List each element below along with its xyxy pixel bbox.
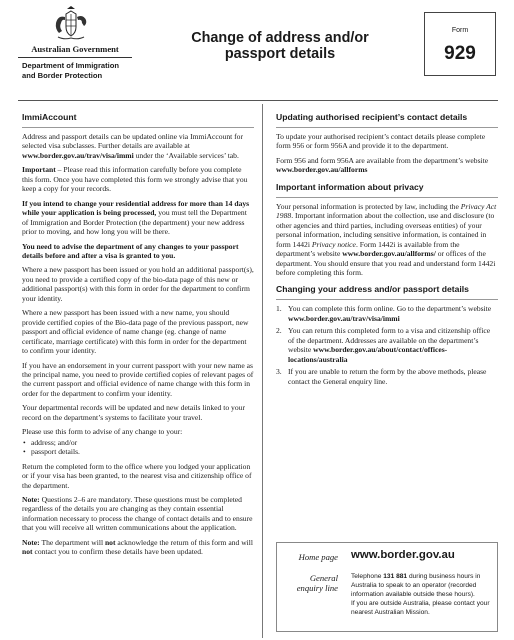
note <box>22 495 254 533</box>
link-text: www.border.gov.au/trav/visa/immi <box>22 150 134 160</box>
paragraph: Please use this form to advise of any change to your: <box>22 427 183 437</box>
paragraph: Your departmental records will be updated and new details linked to your record on the department’s systems to facilitate your travel. <box>22 403 245 422</box>
text: Your personal information is protected by law, including the <box>276 201 461 211</box>
text: . Important information about the collection, use and disclosure (to other agencies and third parties, including overseas entities) of your personal information, including sensitive information, is contained in form 1442i <box>276 211 495 249</box>
heading-rule <box>276 299 498 300</box>
item-number: 3. <box>276 367 282 377</box>
text: You can complete this form online. Go to the department’s website <box>288 304 492 314</box>
form-label: Form <box>451 27 469 34</box>
list-item: • address; and/or <box>22 438 254 447</box>
text: Questions 2–6 are mandatory. These questions must be completed regardless of the details you are changing as they contain essential information necessary to process the change of contact details and to ensure that you will receive all written communications about the application. <box>22 494 253 533</box>
form-number-box <box>424 12 496 76</box>
header-divider <box>18 57 132 58</box>
text: contact you to confirm these details have been updated. <box>32 547 203 557</box>
paragraph: Return the completed form to the office where you lodged your application or if your visa has been granted, to the nearest visa and citizenship office of the department. <box>22 461 252 490</box>
page-title <box>180 30 380 62</box>
link-text: www.border.gov.au/trav/visa/immi <box>288 313 400 323</box>
form-header <box>0 0 514 104</box>
title-line: passport details <box>224 46 336 62</box>
column-divider <box>262 104 263 638</box>
government-name: Australian Government <box>31 44 119 54</box>
section-heading: Changing your address and/or passport details <box>276 284 469 295</box>
telephone-info <box>351 573 495 600</box>
text: If you are unable to return the form by the above methods, please contact the General enquiry line. <box>288 367 487 386</box>
coat-of-arms-icon <box>52 5 90 43</box>
paragraph: To update your authorised recipient’s contact details please complete form 956 or form 956A and provide it to the department. <box>276 132 486 151</box>
note <box>22 538 254 557</box>
italic-text: Privacy Act 1988 <box>276 201 497 221</box>
home-page-label: Home page <box>298 552 338 562</box>
paragraph: If you have an endorsement in your current passport with your new name as the principal name, you need to provide certified copies of relevant pages of the current passport and official evidence of name change with this form in order for the department to confirm your identity. <box>22 360 254 398</box>
text: Telephone <box>351 573 384 580</box>
list-item: • passport details. <box>22 447 254 456</box>
phone-number: 131 881 <box>383 573 408 580</box>
bold-text: If you intend to change your residential address for more than 14 days while your application is being processed, <box>22 198 250 218</box>
contact-box <box>276 542 498 632</box>
text: Form 956 and form 956A are available from the department’s website <box>276 155 489 165</box>
text: or offices of the department. You should ensure that you read and understand form 1442i before completing this form. <box>276 249 496 277</box>
list-item <box>276 304 498 323</box>
department-line: and Border Protection <box>22 71 103 80</box>
paragraph <box>22 165 254 193</box>
bold-text: not <box>22 547 33 557</box>
change-list <box>22 438 254 457</box>
right-column <box>276 112 498 391</box>
italic-text: Privacy notice <box>311 239 356 249</box>
steps-list <box>276 304 498 386</box>
home-page-url: www.border.gov.au <box>351 549 455 561</box>
text: You can return this completed form to a visa and citizenship office of the department. Addresses are available on the department’s website <box>288 326 491 355</box>
heading-rule <box>276 197 498 198</box>
bold-text: not <box>104 537 116 547</box>
section-heading: Updating authorised recipient’s contact details <box>276 112 468 122</box>
heading-rule <box>22 127 254 128</box>
link-text: www.border.gov.au/about/contact/offices-locations/australia <box>288 345 448 364</box>
list-item <box>276 326 498 364</box>
paragraph: You need to advise the department of any changes to your passport details before and after a visa is granted to you. <box>22 241 239 260</box>
left-column <box>22 112 254 562</box>
title-line: Change of address and/or <box>191 30 369 46</box>
paragraph: Where a new passport has been issued or you hold an additional passport(s), you need to provide a certified copy of the bio-data page of this new or additional passport(s) with this form in order for the department to confirm your identity. <box>22 265 254 303</box>
enquiry-line-label <box>283 573 338 593</box>
text: under the ‘Available services’ tab. <box>133 150 239 160</box>
note-label: Note: <box>22 537 40 547</box>
paragraph <box>276 156 498 175</box>
link-text: www.border.gov.au/allforms/ <box>342 249 436 259</box>
section-heading: ImmiAccount <box>22 112 77 122</box>
label-line: General <box>309 573 338 583</box>
enquiry-details <box>351 573 495 618</box>
header-bottom-rule <box>18 100 498 101</box>
text: . Form 1442i is available from the department’s website <box>276 239 460 259</box>
text: The department will <box>39 537 105 547</box>
text: during business hours in Australia to speak to an operator (recorded information available outside these hours). <box>351 573 481 598</box>
text: – Please read this information carefully before you complete this form. Once you have completed this form we strongly advise that you keep a copy for your records. <box>22 165 248 194</box>
section-heading: Important information about privacy <box>276 181 424 192</box>
form-number: 929 <box>444 43 476 64</box>
link-text: www.border.gov.au/allforms <box>276 165 368 175</box>
text: Address and passport details can be updated online via ImmiAccount for selected visa subclasses. Further details are available at <box>22 132 244 151</box>
paragraph: Where a new passport has been issued with a new name, you should provide certified copies of the Bio-data page of the previous passport, new passport and official evidence of name change (eg. change of name certificate, marriage certificate) with this form in order for the department to confirm your identity. <box>22 308 249 356</box>
department-name <box>22 61 172 81</box>
important-label: Important <box>22 165 56 175</box>
list-item <box>276 367 498 386</box>
paragraph <box>22 199 254 237</box>
text: you must tell the Department of Immigration and Border Protection (the department) your new address prior to moving, and how long you will be there. <box>22 208 247 237</box>
text: acknowledge the return of this form and will <box>115 537 254 547</box>
heading-rule <box>276 127 498 128</box>
note-label: Note: <box>22 494 40 504</box>
department-line: Department of Immigration <box>22 61 120 70</box>
item-number: 1. <box>276 304 282 314</box>
paragraph <box>276 202 498 278</box>
paragraph <box>22 132 254 160</box>
overseas-info: If you are outside Australia, please contact your nearest Australian Mission. <box>351 599 490 616</box>
item-number: 2. <box>276 326 282 336</box>
label-line: enquiry line <box>296 583 338 593</box>
